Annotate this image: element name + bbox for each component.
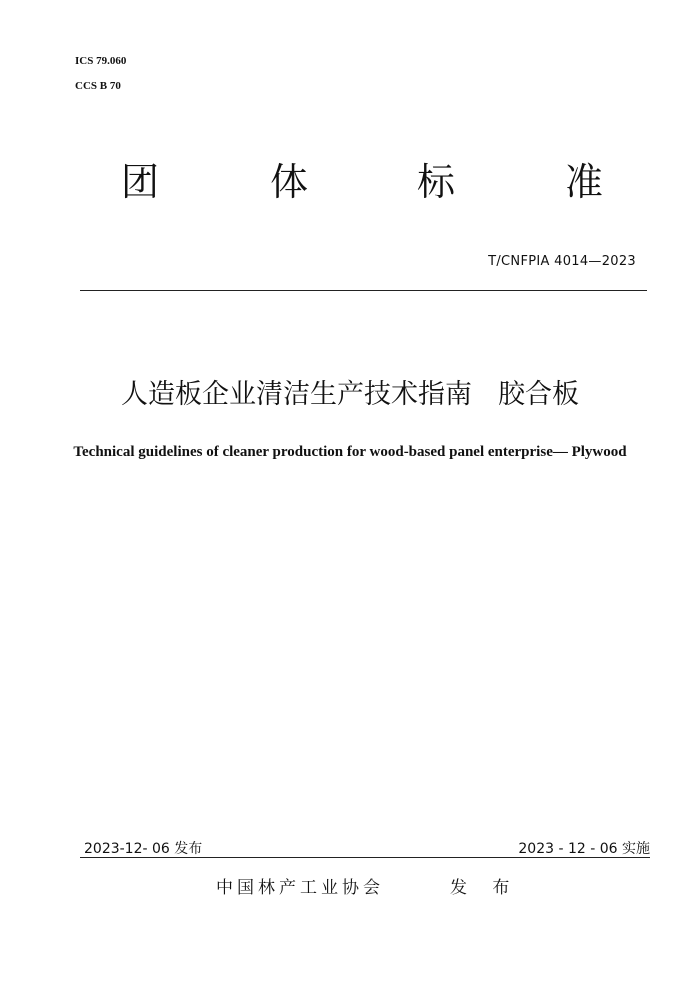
chinese-title-sub: 胶合板: [498, 379, 579, 410]
english-title: Technical guidelines of cleaner production for wood-based panel enterprise— Plywood: [73, 444, 627, 460]
standard-number: T/CNFPIA 4014—2023: [488, 254, 636, 269]
publish-label: 发 布: [450, 878, 520, 898]
standard-type-char: 体: [269, 160, 308, 204]
bottom-divider: [80, 857, 650, 858]
chinese-title: [0, 378, 700, 412]
publisher-name: 中国林产工业协会: [216, 878, 384, 898]
standard-type-char: 团: [120, 160, 159, 204]
top-divider: [80, 290, 647, 291]
release-date: 2023-12- 06 发布: [84, 841, 203, 857]
standard-type-heading: [0, 160, 700, 210]
standard-type-char: 准: [564, 160, 603, 204]
ccs-code: CCS B 70: [75, 80, 121, 92]
chinese-title-main: 人造板企业清洁生产技术指南: [121, 379, 472, 410]
standard-type-char: 标: [416, 160, 455, 204]
ics-code: ICS 79.060: [75, 55, 127, 67]
effective-date: 2023 - 12 - 06 实施: [518, 841, 650, 857]
